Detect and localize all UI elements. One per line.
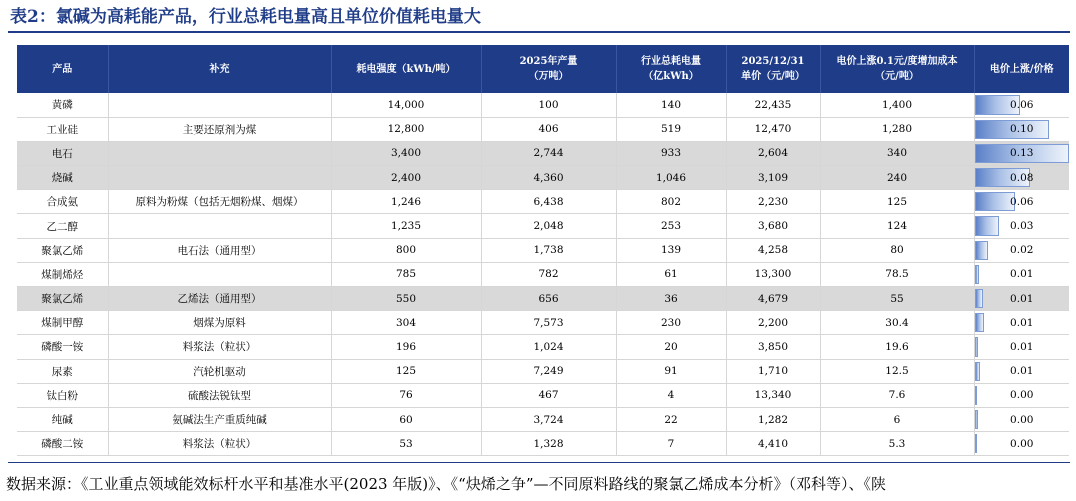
cell-price: 12,470 [726, 117, 820, 141]
table-row [17, 93, 1069, 117]
ratio-value: 0.01 [1010, 340, 1034, 353]
table-row [17, 141, 1069, 165]
cell-price: 3,850 [726, 335, 820, 359]
table-row [17, 117, 1069, 141]
cell-price: 22,435 [726, 93, 820, 117]
cell-total: 36 [616, 287, 726, 311]
cell-ratio [974, 117, 1069, 141]
cell-intensity: 53 [331, 432, 481, 456]
table-row [17, 359, 1069, 383]
table-container [17, 45, 1069, 456]
cell-intensity: 76 [331, 383, 481, 407]
ratio-databar [975, 216, 999, 235]
energy-table [17, 45, 1069, 456]
cell-intensity: 12,800 [331, 117, 481, 141]
ratio-value: 0.01 [1010, 268, 1034, 281]
ratio-databar [975, 337, 979, 356]
cell-total: 230 [616, 311, 726, 335]
cell-product: 煤制甲醇 [17, 311, 108, 335]
cell-product: 钛白粉 [17, 383, 108, 407]
cell-ratio [974, 383, 1069, 407]
cell-note: 硫酸法锐钛型 [108, 383, 331, 407]
cell-output: 782 [481, 262, 616, 286]
cell-note: 氨碱法生产重质纯碱 [108, 407, 331, 431]
cell-output: 406 [481, 117, 616, 141]
ratio-databar [975, 362, 980, 381]
ratio-databar [975, 192, 1015, 211]
cell-product: 磷酸一铵 [17, 335, 108, 359]
ratio-value: 0.01 [1010, 316, 1034, 329]
cell-total: 140 [616, 93, 726, 117]
cell-intensity: 304 [331, 311, 481, 335]
cell-total: 91 [616, 359, 726, 383]
cell-intensity: 196 [331, 335, 481, 359]
cell-ratio [974, 166, 1069, 190]
cell-note: 料浆法（粒状） [108, 335, 331, 359]
cell-price: 2,230 [726, 190, 820, 214]
cell-price: 3,109 [726, 166, 820, 190]
cell-ratio [974, 141, 1069, 165]
cell-product: 尿素 [17, 359, 108, 383]
table-row [17, 335, 1069, 359]
cell-product: 纯碱 [17, 407, 108, 431]
header-ratio: 电价上涨/价格 [974, 45, 1069, 93]
header-price [726, 45, 820, 93]
cell-cost: 19.6 [820, 335, 974, 359]
cell-total: 20 [616, 335, 726, 359]
cell-price: 13,300 [726, 262, 820, 286]
header-price-line1: 2025/12/31 [741, 56, 805, 67]
ratio-value: 0.01 [1010, 365, 1034, 378]
cell-output: 467 [481, 383, 616, 407]
cell-product: 煤制烯烃 [17, 262, 108, 286]
cell-intensity: 800 [331, 238, 481, 262]
cell-note: 汽轮机驱动 [108, 359, 331, 383]
cell-cost: 12.5 [820, 359, 974, 383]
cell-ratio [974, 190, 1069, 214]
cell-product: 合成氨 [17, 190, 108, 214]
cell-intensity: 14,000 [331, 93, 481, 117]
cell-output: 656 [481, 287, 616, 311]
cell-output: 100 [481, 93, 616, 117]
cell-intensity: 3,400 [331, 141, 481, 165]
cell-note: 主要还原剂为煤 [108, 117, 331, 141]
table-row [17, 166, 1069, 190]
cell-price: 1,282 [726, 407, 820, 431]
cell-total: 139 [616, 238, 726, 262]
cell-total: 61 [616, 262, 726, 286]
header-total-line2: （亿kWh） [643, 71, 699, 82]
cell-cost: 55 [820, 287, 974, 311]
cell-product: 烧碱 [17, 166, 108, 190]
cell-intensity: 125 [331, 359, 481, 383]
cell-intensity: 785 [331, 262, 481, 286]
table-row [17, 214, 1069, 238]
cell-output: 3,724 [481, 407, 616, 431]
ratio-value: 0.00 [1010, 389, 1034, 402]
cell-price: 4,679 [726, 287, 820, 311]
cell-note: 料浆法（粒状） [108, 432, 331, 456]
cell-ratio [974, 311, 1069, 335]
cell-total: 253 [616, 214, 726, 238]
ratio-databar [975, 265, 979, 284]
cell-ratio [974, 359, 1069, 383]
cell-ratio [974, 432, 1069, 456]
ratio-value: 0.03 [1010, 220, 1034, 233]
cell-intensity: 1,235 [331, 214, 481, 238]
cell-product: 电石 [17, 141, 108, 165]
cell-price: 2,200 [726, 311, 820, 335]
header-cost-line1: 电价上涨0.1元/度增加成本 [836, 56, 958, 67]
ratio-value: 0.00 [1010, 413, 1034, 426]
cell-price: 2,604 [726, 141, 820, 165]
cell-price: 3,680 [726, 214, 820, 238]
cell-ratio [974, 287, 1069, 311]
source-note: 数据来源：《工业重点领域能效标杆水平和基准水平(2023 年版)》、《“炔烯之争”—不同原料路线的聚氯乙烯成本分析》（邓科等）、《陕 [6, 475, 886, 493]
table-row [17, 311, 1069, 335]
cell-product: 聚氯乙烯 [17, 287, 108, 311]
cell-note: 烟煤为原料 [108, 311, 331, 335]
cell-intensity: 60 [331, 407, 481, 431]
table-row [17, 383, 1069, 407]
cell-cost: 5.3 [820, 432, 974, 456]
cell-price: 4,258 [726, 238, 820, 262]
cell-intensity: 550 [331, 287, 481, 311]
ratio-value: 0.02 [1010, 244, 1034, 257]
table-body [17, 93, 1069, 456]
cell-cost: 1,400 [820, 93, 974, 117]
cell-ratio [974, 335, 1069, 359]
cell-product: 黄磷 [17, 93, 108, 117]
table-row [17, 287, 1069, 311]
cell-intensity: 1,246 [331, 190, 481, 214]
table-row [17, 190, 1069, 214]
cell-note [108, 166, 331, 190]
table-row [17, 407, 1069, 431]
ratio-value: 0.00 [1010, 437, 1034, 450]
cell-cost: 7.6 [820, 383, 974, 407]
cell-output: 4,360 [481, 166, 616, 190]
header-intensity: 耗电强度（kWh/吨） [331, 45, 481, 93]
cell-output: 1,738 [481, 238, 616, 262]
ratio-value: 0.06 [1010, 98, 1034, 111]
cell-cost: 1,280 [820, 117, 974, 141]
cell-ratio [974, 93, 1069, 117]
cell-cost: 125 [820, 190, 974, 214]
cell-output: 2,048 [481, 214, 616, 238]
header-note: 补充 [108, 45, 331, 93]
cell-product: 乙二醇 [17, 214, 108, 238]
ratio-databar [975, 241, 989, 260]
table-title: 表2：氯碱为高耗能产品，行业总耗电量高且单位价值耗电量大 [10, 7, 481, 27]
cell-cost: 30.4 [820, 311, 974, 335]
cell-note: 原料为粉煤（包括无烟粉煤、烟煤） [108, 190, 331, 214]
ratio-value: 0.10 [1010, 123, 1034, 136]
cell-ratio [974, 214, 1069, 238]
cell-total: 7 [616, 432, 726, 456]
cell-cost: 124 [820, 214, 974, 238]
cell-note: 乙烯法（通用型） [108, 287, 331, 311]
footer-rule [8, 462, 1070, 463]
title-rule [8, 31, 1070, 33]
cell-price: 13,340 [726, 383, 820, 407]
cell-price: 1,710 [726, 359, 820, 383]
header-product: 产品 [17, 45, 108, 93]
header-total-line1: 行业总耗电量 [641, 56, 701, 67]
cell-ratio [974, 238, 1069, 262]
table-row [17, 238, 1069, 262]
header-output-line1: 2025年产量 [519, 56, 578, 67]
ratio-value: 0.13 [1010, 147, 1034, 160]
ratio-databar [975, 410, 978, 429]
ratio-value: 0.01 [1010, 292, 1034, 305]
cell-product: 工业硅 [17, 117, 108, 141]
cell-total: 4 [616, 383, 726, 407]
header-cost-line2: （元/吨） [875, 71, 919, 82]
cell-output: 6,438 [481, 190, 616, 214]
header-row [17, 45, 1069, 93]
table-row [17, 262, 1069, 286]
cell-product: 聚氯乙烯 [17, 238, 108, 262]
cell-total: 22 [616, 407, 726, 431]
cell-cost: 240 [820, 166, 974, 190]
header-price-line2: 单价（元/吨） [741, 71, 805, 82]
header-total [616, 45, 726, 93]
cell-total: 519 [616, 117, 726, 141]
ratio-value: 0.08 [1010, 171, 1034, 184]
cell-output: 7,249 [481, 359, 616, 383]
cell-total: 1,046 [616, 166, 726, 190]
cell-total: 802 [616, 190, 726, 214]
cell-ratio [974, 262, 1069, 286]
cell-intensity: 2,400 [331, 166, 481, 190]
cell-output: 1,328 [481, 432, 616, 456]
cell-cost: 340 [820, 141, 974, 165]
cell-output: 7,573 [481, 311, 616, 335]
header-output [481, 45, 616, 93]
cell-note [108, 93, 331, 117]
cell-output: 1,024 [481, 335, 616, 359]
cell-product: 磷酸二铵 [17, 432, 108, 456]
cell-price: 4,410 [726, 432, 820, 456]
cell-note [108, 214, 331, 238]
table-row [17, 432, 1069, 456]
cell-cost: 78.5 [820, 262, 974, 286]
cell-cost: 6 [820, 407, 974, 431]
cell-note [108, 262, 331, 286]
cell-output: 2,744 [481, 141, 616, 165]
cell-total: 933 [616, 141, 726, 165]
ratio-databar [975, 289, 984, 308]
cell-note: 电石法（通用型） [108, 238, 331, 262]
cell-note [108, 141, 331, 165]
cell-ratio [974, 407, 1069, 431]
header-output-line2: （万吨） [528, 71, 569, 82]
ratio-databar [975, 434, 977, 453]
cell-cost: 80 [820, 238, 974, 262]
ratio-databar [975, 313, 985, 332]
ratio-databar [975, 386, 977, 405]
ratio-value: 0.06 [1010, 195, 1034, 208]
header-cost [820, 45, 974, 93]
